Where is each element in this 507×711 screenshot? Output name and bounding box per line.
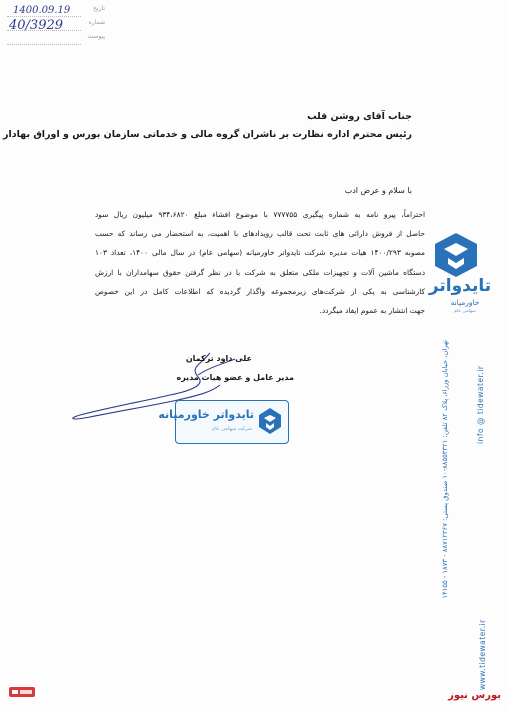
body-line: کارشناسی به یکی از شرکت‌های زیرمجموعه واگذار گردیده که اطلاعات کامل در این خصوص — [95, 286, 425, 296]
tidewater-logo-icon — [432, 232, 480, 278]
date-number-stamp — [5, 5, 105, 47]
seal-subtitle: شرکت سهامی عام — [212, 426, 252, 432]
body-line: مصوبه ۱۴۰۰/۲۹۳ هیات مدیره شرکت تایدواتر خاورمیانه (سهامی عام) در سال مالی ۱۴۰۰، تعداد ۱۰۳ — [95, 248, 425, 258]
body-line: حاصل از فروش دارائی های ثابت تحت قالب رویدادهای با اهمیت، به استحضار می رساند که حسب — [95, 229, 425, 239]
body-line: دستگاه ماشین آلات و تجهیزات ملکی متعلق به شرکت با در نظر گرفتن حقوق سهامداران با ارزش — [95, 267, 425, 277]
signatory-name: علی داود ترکمان — [185, 354, 252, 363]
number-value: 40/3929 — [9, 18, 64, 33]
date-label: تاریخ — [93, 5, 105, 12]
greeting: با سلام و عرض ادب — [344, 186, 412, 195]
attachment-label: پیوست — [87, 33, 105, 40]
brand-region: خاورمیانه — [450, 298, 480, 307]
body-line: جهت انتشار به عموم ایفاد میگردد. — [319, 306, 425, 316]
recipient-name: جناب آقای روشن قلب — [307, 111, 412, 122]
attachment-row — [5, 33, 105, 47]
company-email: info @ tidewater.ir — [476, 365, 485, 444]
company-website: www.tidewater.ir — [478, 619, 487, 690]
company-seal — [158, 400, 289, 444]
seal-logo-icon — [258, 407, 282, 435]
number-label: شماره — [88, 19, 105, 26]
seal-company-name: تایدواتر خاورمیانه — [158, 408, 254, 421]
date-value: 1400.09.19 — [13, 5, 71, 16]
bourse-news-watermark: بورس نیوز — [448, 690, 501, 701]
letter-body — [95, 205, 425, 320]
recipient-title: رئیس محترم اداره نظارت بر ناشران گروه مالی و خدماتی سازمان بورس و اوراق بهادار — [3, 129, 412, 140]
signatory-title: مدیر عامل و عضو هیات مدیره — [176, 373, 294, 382]
company-address: تهران، خیابان وزراء، پلاک ۸۲ تلفن: ۸۸۵۵۳۳۲۱-۱۰ صندوق پستی: ۸۸۷۱۲۳۶۷ - ۱۸۷۳ - ۱۴۱۵۵ — [441, 340, 449, 599]
brand-type: سهامی عام — [454, 309, 476, 314]
brand-name: تایدواتر — [428, 276, 492, 296]
footer-logo-icon — [8, 682, 36, 700]
body-line: احتراماً، پیرو نامه به شماره پیگیری ۷۷۷۷۵۵ با موضوع افشاء مبلغ ۹۳۴،۶۸۲۰ میلیون ریال سود — [95, 210, 426, 219]
